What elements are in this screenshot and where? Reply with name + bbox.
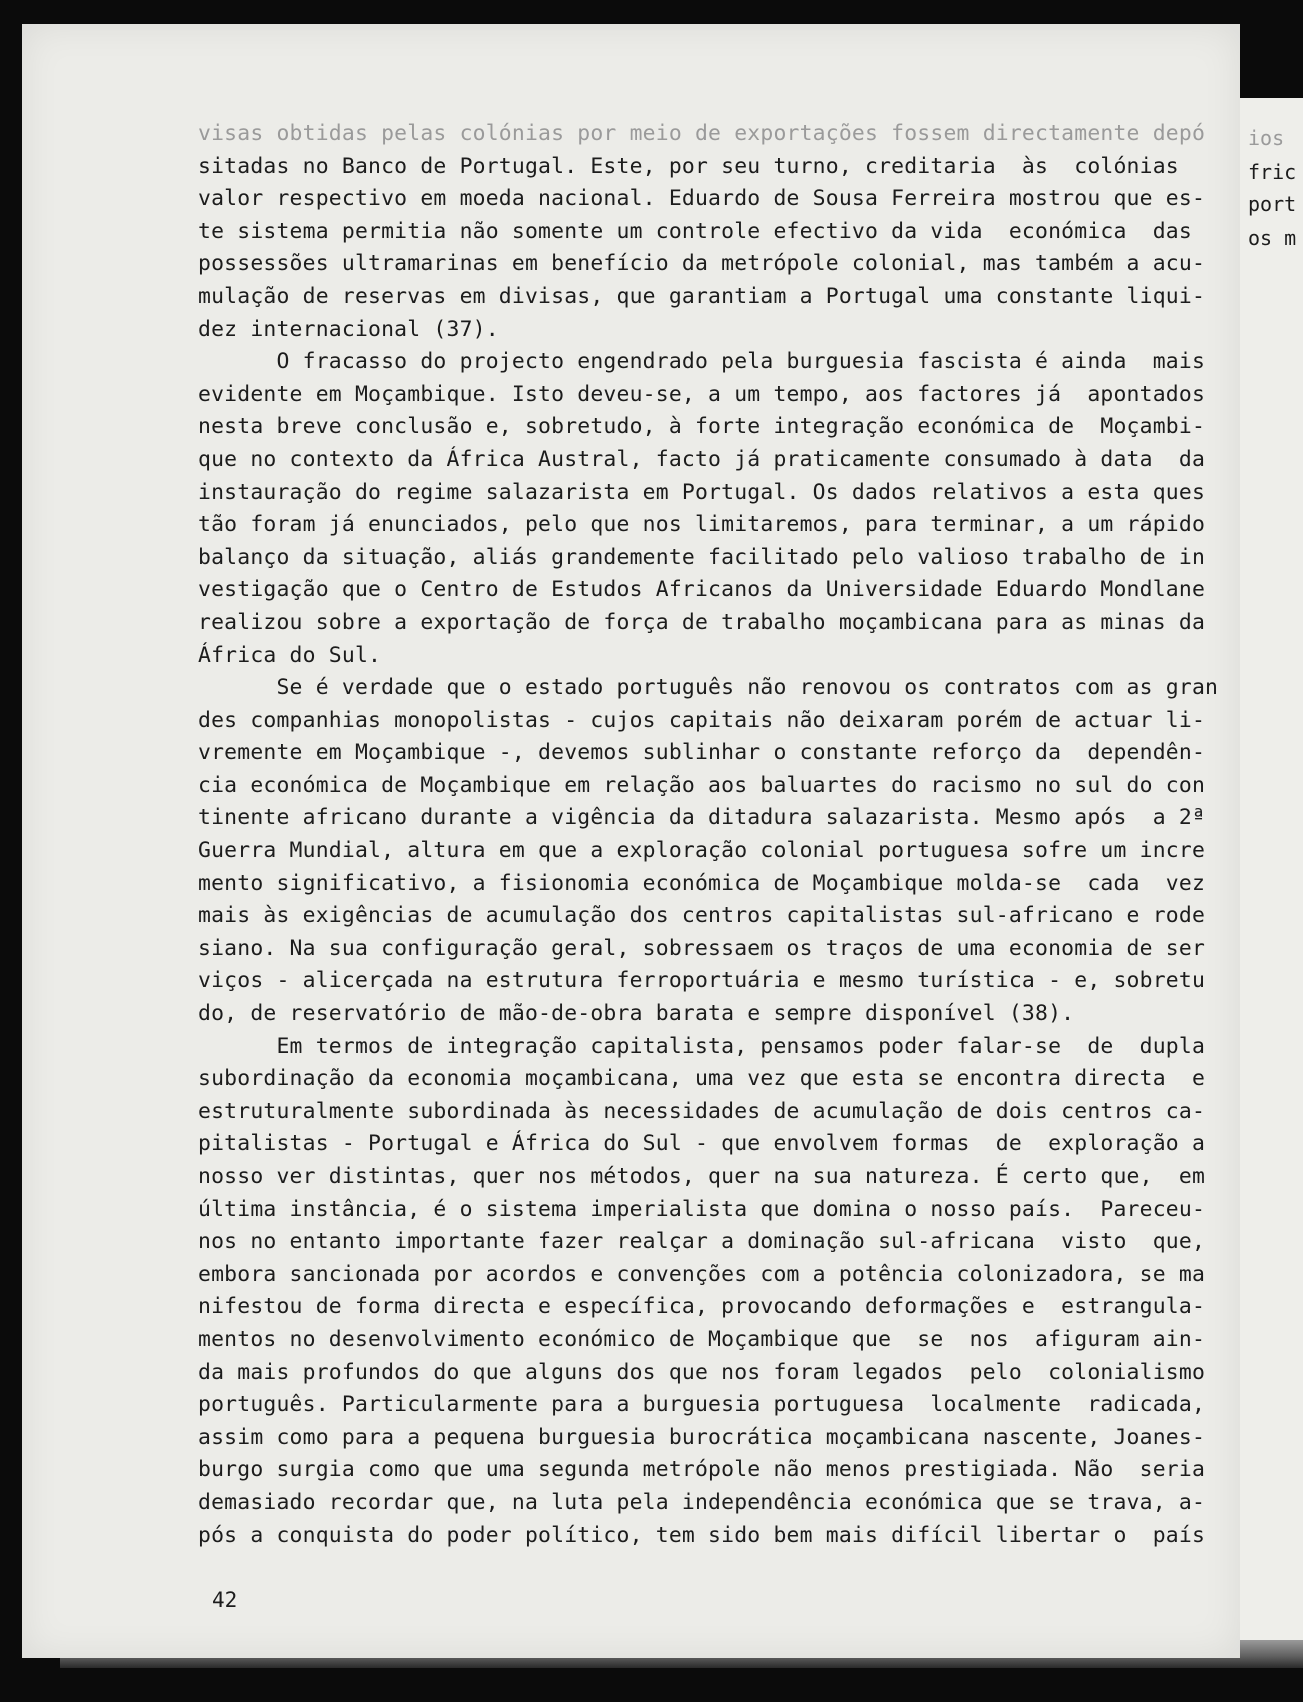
text-line: subordinação da economia moçambicana, uma vez que esta se encontra directa e (198, 1066, 1206, 1092)
text-line: demasiado recordar que, na luta pela independência económica que se trava, a- (198, 1489, 1206, 1515)
text-line: mento significativo, a fisionomia económica de Moçambique molda-se cada vez (198, 870, 1206, 896)
text-line: des companhias monopolistas - cujos capitais não deixaram porém de actuar li- (198, 707, 1206, 733)
text-line: tinente africano durante a vigência da ditadura salazarista. Mesmo após a 2ª (198, 805, 1206, 831)
text-line: nesta breve conclusão e, sobretudo, à forte integração económica de Moçambi- (198, 414, 1206, 440)
text-line: Em termos de integração capitalista, pensamos poder falar-se de dupla (198, 1033, 1206, 1059)
text-line: Se é verdade que o estado português não renovou os contratos com as gran (198, 675, 1219, 701)
text-line: vremente em Moçambique -, devemos sublinhar o constante reforço da dependên- (198, 740, 1206, 766)
adjacent-page-fragment: ios (1248, 126, 1285, 150)
text-line: sitadas no Banco de Portugal. Este, por seu turno, creditaria às colónias (198, 153, 1179, 179)
text-line: nifestou de forma directa e específica, provocando deformações e estrangula- (198, 1294, 1206, 1320)
text-line: burgo surgia como que uma segunda metrópole não menos prestigiada. Não seria (198, 1457, 1206, 1483)
text-line: do, de reservatório de mão-de-obra barata e sempre disponível (38). (198, 1001, 1075, 1027)
adjacent-page-fragment: fric (1248, 160, 1297, 184)
body-text (198, 118, 1243, 1552)
text-line: tão foram já enunciados, pelo que nos limitaremos, para terminar, a um rápido (198, 512, 1206, 538)
page-number: 42 (212, 1588, 238, 1612)
text-line: nosso ver distintas, quer nos métodos, quer na sua natureza. É certo que, em (198, 1164, 1206, 1189)
text-line: mentos no desenvolvimento económico de Moçambique que se nos afiguram ain- (198, 1326, 1206, 1352)
text-line: que no contexto da África Austral, facto já praticamente consumado à data da (198, 446, 1206, 472)
text-line: valor respectivo em moeda nacional. Eduardo de Sousa Ferreira mostrou que es- (198, 186, 1206, 212)
text-line: cia económica de Moçambique em relação aos baluartes do racismo no sul do con (198, 772, 1206, 798)
text-line: siano. Na sua configuração geral, sobressaem os traços de uma economia de ser (198, 935, 1206, 961)
text-line: evidente em Moçambique. Isto deveu-se, a um tempo, aos factores já apontados (198, 381, 1206, 407)
text-line: pós a conquista do poder político, tem sido bem mais difícil libertar o país (198, 1522, 1206, 1548)
text-line: vestigação que o Centro de Estudos Africanos da Universidade Eduardo Mondlane (198, 577, 1206, 603)
adjacent-page-fragment: os m (1248, 226, 1297, 250)
text-line: mais às exigências de acumulação dos centros capitalistas sul-africano e rode (198, 903, 1206, 929)
text-line: estruturalmente subordinada às necessidades de acumulação de dois centros ca- (198, 1098, 1206, 1124)
adjacent-page-edge (1240, 98, 1303, 1658)
text-line: instauração do regime salazarista em Portugal. Os dados relativos a esta ques (198, 479, 1206, 505)
text-line: mulação de reservas em divisas, que garantiam a Portugal uma constante liqui- (198, 283, 1206, 309)
text-line: português. Particularmente para a burguesia portuguesa localmente radicada, (198, 1392, 1206, 1418)
text-line: última instância, é o sistema imperialista que domina o nosso país. Pareceu- (198, 1196, 1206, 1222)
adjacent-page-fragment: port (1248, 192, 1297, 216)
text-line: da mais profundos do que alguns dos que nos foram legados pelo colonialismo (198, 1359, 1206, 1385)
text-line: realizou sobre a exportação de força de trabalho moçambicana para as minas da (198, 609, 1206, 635)
text-line: possessões ultramarinas em benefício da metrópole colonial, mas também a acu- (198, 251, 1206, 277)
text-line: visas obtidas pelas colónias por meio de exportações fossem directamente depó (198, 121, 1206, 146)
text-line: balanço da situação, aliás grandemente facilitado pelo valioso trabalho de in (198, 544, 1206, 570)
text-line: O fracasso do projecto engendrado pela burguesia fascista é ainda mais (198, 349, 1206, 375)
text-line: embora sancionada por acordos e convenções com a potência colonizadora, se ma (198, 1261, 1206, 1287)
text-line: dez internacional (37). (198, 316, 499, 342)
text-line: África do Sul. (198, 642, 382, 668)
text-line: assim como para a pequena burguesia burocrática moçambicana nascente, Joanes- (198, 1424, 1206, 1450)
text-line: pitalistas - Portugal e África do Sul - que envolvem formas de exploração a (198, 1131, 1206, 1157)
text-line: Guerra Mundial, altura em que a exploração colonial portuguesa sofre um incre (198, 838, 1206, 864)
text-line: viços - alicerçada na estrutura ferroportuária e mesmo turística - e, sobretu (198, 968, 1206, 994)
text-line: nos no entanto importante fazer realçar a dominação sul-africana visto que, (198, 1229, 1206, 1255)
text-line: te sistema permitia não somente um controle efectivo da vida económica das (198, 218, 1192, 244)
